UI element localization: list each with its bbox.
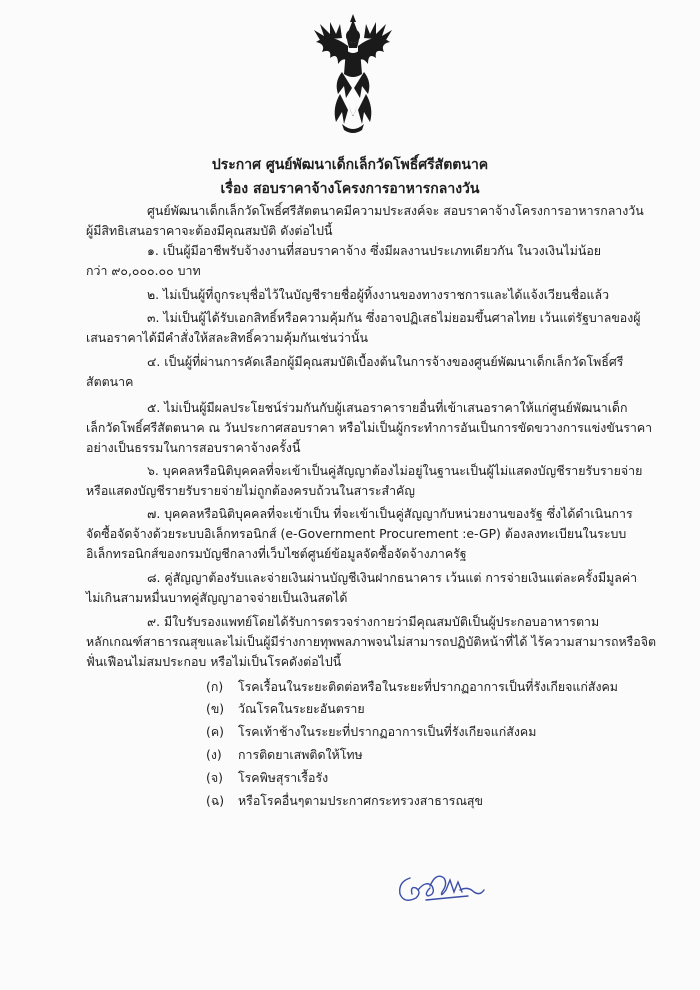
- qualification-item-1-cont: กว่า ๙๐,๐๐๐.๐๐ บาท: [86, 263, 201, 278]
- disease-item-mark: (ง): [206, 747, 222, 762]
- disease-item-mark: (ก): [206, 679, 224, 694]
- qualification-item-3: ๓. ไม่เป็นผู้ได้รับเอกสิทธิ์หรือความคุ้มกัน ซึ่งอาจปฏิเสธไม่ยอมขึ้นศาลไทย เว้นแต่รัฐบาลของผู้: [147, 310, 641, 325]
- qualification-item-6: ๖. บุคคลหรือนิติบุคคลที่จะเข้าเป็นคู่สัญญาต้องไม่อยู่ในฐานะเป็นผู้ไม่แสดงบัญชีรายรับรายจ่าย: [147, 463, 643, 478]
- disease-item: การติดยาเสพติดให้โทษ: [238, 747, 363, 762]
- qualification-item-7-cont: อิเล็กทรอนิกส์ของกรมบัญชีกลางที่เว็บไซต์ศูนย์ข้อมูลจัดซื้อจัดจ้างภาครัฐ: [86, 546, 467, 561]
- qualification-item-9-cont: หลักเกณฑ์สาธารณสุขและไม่เป็นผู้มีร่างกายทุพพลภาพจนไม่สามารถปฏิบัติหน้าที่ได้ ไร้ความสามารถหรือจิต: [86, 634, 657, 649]
- qualification-item-4: ๔. เป็นผู้ที่ผ่านการคัดเลือกผู้มีคุณสมบัติเบื้องต้นในการจ้างของศูนย์พัฒนาเด็กเล็กวัดโพธิ์ศรี: [147, 354, 624, 369]
- intro-line: ศูนย์พัฒนาเด็กเล็กวัดโพธิ์ศรีสัตตนาคมีความประสงค์จะ สอบราคาจ้างโครงการอาหารกลางวัน: [147, 203, 644, 218]
- garuda-emblem-icon: [312, 12, 394, 136]
- disease-item: หรือโรคอื่นๆตามประกาศกระทรวงสาธารณสุข: [238, 793, 483, 808]
- intro-line: ผู้มีสิทธิเสนอราคาจะต้องมีคุณสมบัติ ดังต่อไปนี้: [86, 223, 333, 238]
- disease-item-mark: (ฉ): [206, 793, 225, 808]
- disease-item: วัณโรคในระยะอันตราย: [238, 701, 365, 716]
- announcement-title: ประกาศ ศูนย์พัฒนาเด็กเล็กวัดโพธิ์ศรีสัตตนาค: [211, 157, 489, 173]
- qualification-item-8-cont: ไม่เกินสามหมื่นบาทคู่สัญญาอาจจ่ายเป็นเงินสดได้: [86, 590, 348, 605]
- qualification-item-7: ๗. บุคคลหรือนิติบุคคลที่จะเข้าเป็น ที่จะเข้าเป็นคู่สัญญากับหน่วยงานของรัฐ ซึ่งได้ดำเนินการ: [147, 506, 633, 521]
- disease-item-mark: (จ): [206, 770, 223, 785]
- disease-item-mark: (ข): [206, 701, 225, 716]
- disease-item-mark: (ค): [206, 724, 224, 739]
- qualification-item-6-cont: หรือแสดงบัญชีรายรับรายจ่ายไม่ถูกต้องครบถ้วนในสาระสำคัญ: [86, 483, 415, 498]
- qualification-item-5: ๕. ไม่เป็นผู้มีผลประโยชน์ร่วมกันกับผู้เสนอราคารายอื่นที่เข้าเสนอราคาให้แก่ศูนย์พัฒนาเด็ก: [147, 400, 628, 415]
- qualification-item-2: ๒. ไม่เป็นผู้ที่ถูกระบุชื่อไว้ในบัญชีรายชื่อผู้ทิ้งงานของทางราชการและได้แจ้งเวียนชื่อแล้ว: [147, 287, 610, 302]
- qualification-item-5-cont: เล็กวัดโพธิ์ศรีสัตตนาค ณ วันประกาศสอบราคา หรือไม่เป็นผู้กระทำการอันเป็นการขัดขวางการแข่งขันราคา: [86, 420, 653, 435]
- disease-item: โรคเรื้อนในระยะติดต่อหรือในระยะที่ปรากฏอาการเป็นที่รังเกียจแก่สังคม: [238, 679, 618, 694]
- qualification-item-8: ๘. คู่สัญญาต้องรับและจ่ายเงินผ่านบัญชีเงินฝากธนาคาร เว้นแต่ การจ่ายเงินแต่ละครั้งมีมูลค่า: [147, 570, 638, 585]
- qualification-item-9: ๙. มีใบรับรองแพทย์โดยได้รับการตรวจร่างกายว่ามีคุณสมบัติเป็นผู้ประกอบอาหารตาม: [147, 614, 600, 629]
- announcement-subject: เรื่อง สอบราคาจ้างโครงการอาหารกลางวัน: [220, 181, 480, 197]
- disease-item: โรคพิษสุราเรื้อรัง: [238, 770, 329, 785]
- qualification-item-3-cont: เสนอราคาได้มีคำสั่งให้สละสิทธิ์ความคุ้มกันเช่นว่านั้น: [86, 330, 368, 345]
- qualification-item-5-cont: อย่างเป็นธรรมในการสอบราคาจ้างครั้งนี้: [86, 440, 301, 455]
- qualification-item-4-cont: สัตตนาค: [86, 374, 134, 389]
- signature-icon: [396, 870, 486, 906]
- qualification-item-7-cont: จัดซื้อจัดจ้างด้วยระบบอิเล็กทรอนิกส์ (e-Government Procurement :e-GP) ต้องลงทะเบียนในระบบ: [86, 526, 627, 541]
- qualification-item-9-cont: ฟั่นเฟือนไม่สมประกอบ หรือไม่เป็นโรคดังต่อไปนี้: [86, 654, 342, 669]
- qualification-item-1: ๑. เป็นผู้มีอาชีพรับจ้างงานที่สอบราคาจ้าง ซึ่งมีผลงานประเภทเดียวกัน ในวงเงินไม่น้อย: [147, 243, 602, 258]
- disease-item: โรคเท้าช้างในระยะที่ปรากฏอาการเป็นที่รังเกียจแก่สังคม: [238, 724, 537, 739]
